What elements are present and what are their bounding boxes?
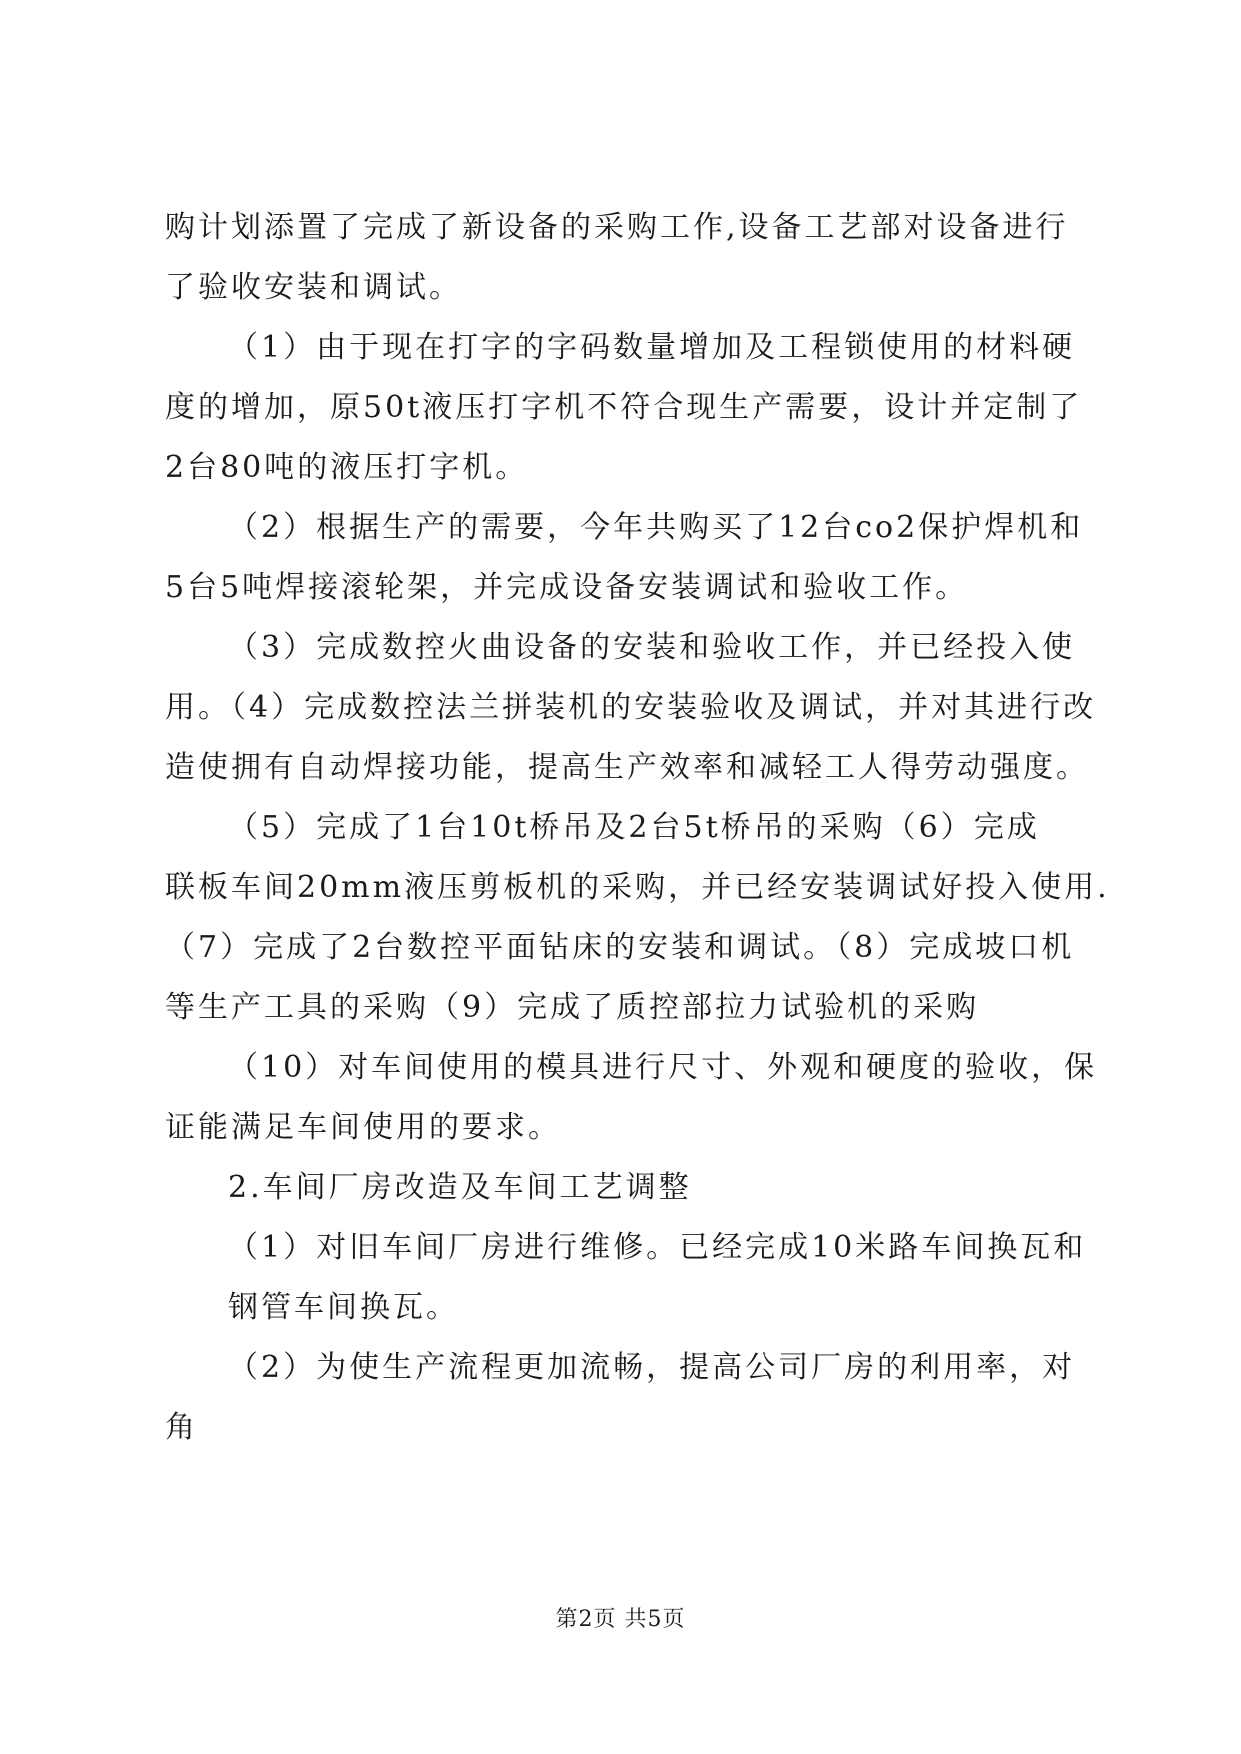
text-line: （2）根据生产的需要，今年共购买了12台co2保护焊机和 bbox=[228, 510, 1084, 545]
text-line: 5台5吨焊接滚轮架，并完成设备安装调试和验收工作。 bbox=[165, 570, 969, 605]
page-footer: 第2页 共5页 bbox=[555, 1607, 686, 1632]
text-line: （7）完成了2台数控平面钻床的安装和调试。（8）完成坡口机 bbox=[165, 930, 1075, 965]
text-line: （5）完成了1台10t桥吊及2台5t桥吊的采购（6）完成 bbox=[228, 810, 1040, 845]
text-line: （10）对车间使用的模具进行尺寸、外观和硬度的验收，保 bbox=[228, 1050, 1098, 1085]
text-line: 造使拥有自动焊接功能，提高生产效率和减轻工人得劳动强度。 bbox=[165, 750, 1089, 785]
text-line: （1）对旧车间厂房进行维修。已经完成10米路车间换瓦和 bbox=[228, 1230, 1087, 1265]
text-line: （1）由于现在打字的字码数量增加及工程锁使用的材料硬 bbox=[228, 330, 1076, 365]
text-line: 证能满足车间使用的要求。 bbox=[165, 1110, 561, 1145]
section-heading: 2.车间厂房改造及车间工艺调整 bbox=[228, 1170, 692, 1205]
text-line: 角 bbox=[165, 1410, 198, 1445]
text-line: （2）为使生产流程更加流畅，提高公司厂房的利用率，对 bbox=[228, 1350, 1076, 1385]
text-line: 度的增加，原50t液压打字机不符合现生产需要，设计并定制了 bbox=[165, 390, 1083, 425]
text-line: 钢管车间换瓦。 bbox=[228, 1290, 459, 1325]
text-line: 2台80吨的液压打字机。 bbox=[165, 450, 529, 485]
text-line: 联板车间20mm液压剪板机的采购，并已经安装调试好投入使用. bbox=[165, 870, 1110, 905]
text-line: 用。（4）完成数控法兰拼装机的安装验收及调试，并对其进行改 bbox=[165, 690, 1097, 725]
text-line: （3）完成数控火曲设备的安装和验收工作，并已经投入使 bbox=[228, 630, 1076, 665]
text-line: 等生产工具的采购（9）完成了质控部拉力试验机的采购 bbox=[165, 990, 980, 1025]
text-line: 购计划添置了完成了新设备的采购工作,设备工艺部对设备进行 bbox=[165, 210, 1069, 245]
text-line: 了验收安装和调试。 bbox=[165, 270, 462, 305]
